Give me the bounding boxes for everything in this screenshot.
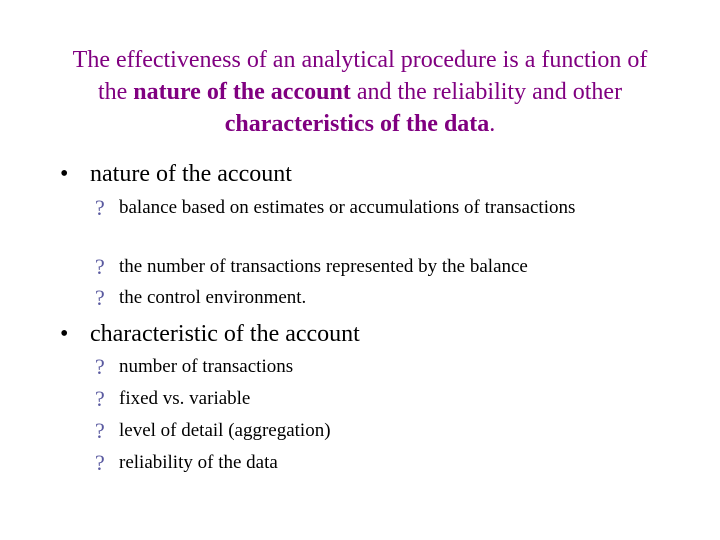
heading-text-3: . <box>489 111 496 137</box>
bullet-label: nature of the account <box>90 161 292 187</box>
question-mark-icon: ? <box>95 386 105 411</box>
question-mark-icon: ? <box>95 254 105 279</box>
slide-heading <box>70 44 650 140</box>
bullet-characteristic-of-account <box>60 320 360 348</box>
sub-item <box>95 355 655 379</box>
sub-item <box>95 286 655 310</box>
heading-text-2: and the reliability and other <box>350 79 623 105</box>
sub-item-text: the control environment. <box>119 287 307 308</box>
sub-item <box>95 419 655 443</box>
heading-bold-1: nature of the account <box>133 79 351 105</box>
question-mark-icon: ? <box>95 195 105 220</box>
sub-item <box>95 451 655 475</box>
heading-text-1: The effectiveness of an analytical procedure is a function of the <box>72 47 648 105</box>
heading-bold-2: characteristics of the data <box>224 111 490 137</box>
sub-item-text: level of detail (aggregation) <box>119 420 331 441</box>
bullet-label: characteristic of the account <box>90 321 360 347</box>
bullet-dot: • <box>60 321 69 347</box>
bullet-dot: • <box>60 161 69 187</box>
sub-item-text: balance based on estimates or accumulations of transactions <box>119 197 576 218</box>
sub-item-text: fixed vs. variable <box>119 388 251 409</box>
sub-item <box>95 387 655 411</box>
question-mark-icon: ? <box>95 418 105 443</box>
question-mark-icon: ? <box>95 285 105 310</box>
question-mark-icon: ? <box>95 354 105 379</box>
sub-item-text: the number of transactions represented by the balance <box>119 256 528 277</box>
sub-item <box>95 255 655 279</box>
sub-item <box>95 196 655 220</box>
bullet-nature-of-account <box>60 160 292 188</box>
question-mark-icon: ? <box>95 450 105 475</box>
sub-item-text: reliability of the data <box>119 452 278 473</box>
sub-item-text: number of transactions <box>119 356 294 377</box>
